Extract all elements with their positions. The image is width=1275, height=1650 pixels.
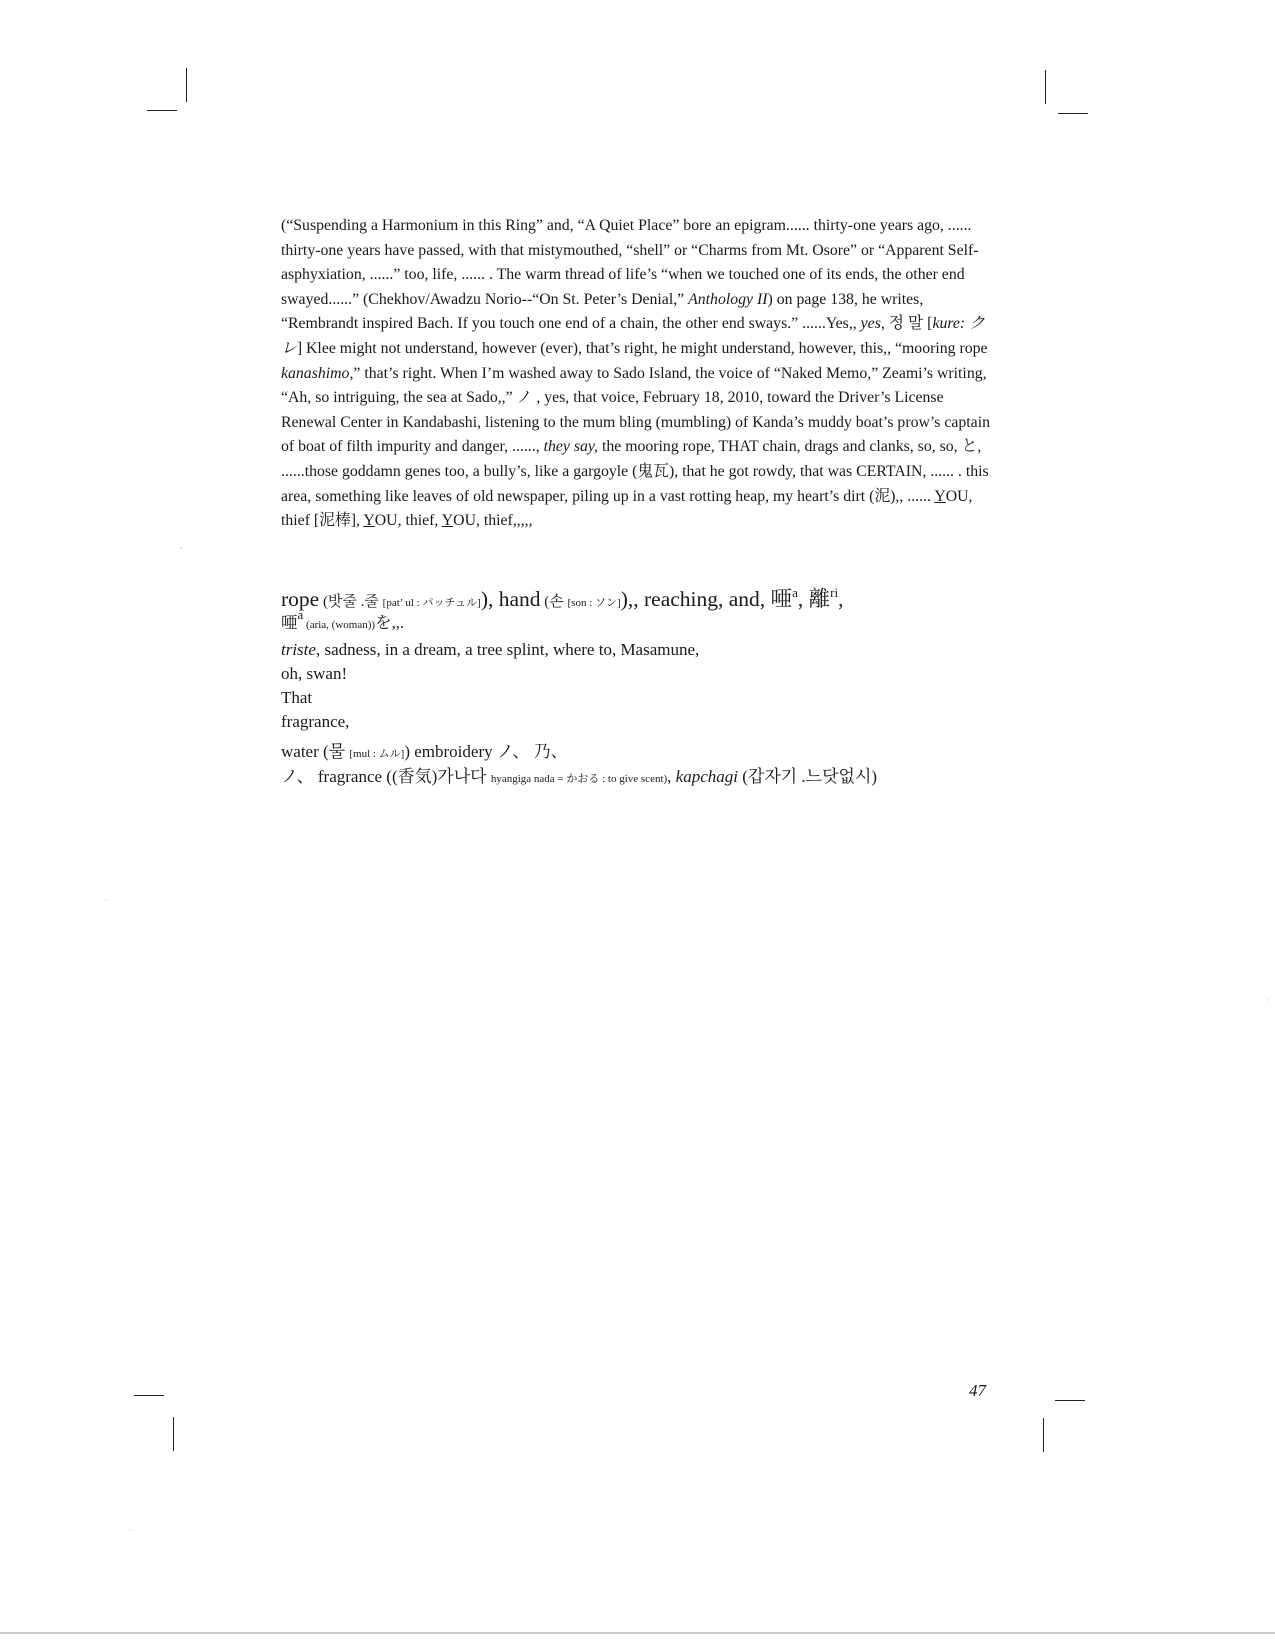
scan-speck (180, 547, 182, 549)
prose-segment: OU, thief [泥棒], (281, 487, 973, 530)
underlined-y: Y (363, 512, 375, 530)
verse-word: , 離 (797, 587, 831, 611)
verse-text: ) embroidery ノ、 乃、 (404, 742, 568, 761)
they-say-italic: they say, (543, 438, 598, 456)
scan-speck (1267, 999, 1268, 1000)
superscript: a (297, 607, 304, 622)
anthology-title: Anthology II (688, 290, 768, 308)
pronunciation-gloss: [son : ソン] (567, 597, 621, 609)
verse-text: water (물 (281, 742, 350, 761)
prose-segment: OU, thief, (374, 512, 442, 530)
verse-word: hand (493, 587, 541, 611)
verse-word: , (838, 587, 844, 611)
verse-word: ), (480, 587, 494, 611)
verse-word: ),, reaching, and, 唖 (620, 587, 793, 611)
prose-segment: ) on page 138, he writes, “Rembrandt inspired Bach. If you touch one end of a chain, the other end sways.” ......Yes,, (281, 290, 924, 333)
scan-speck (129, 1529, 130, 1530)
hangul-gloss: (밧줄 .줄 (319, 594, 383, 610)
pronunciation-gloss: [pat’ ul : パッチュル] (382, 597, 481, 609)
verse-text: , (667, 767, 676, 786)
superscript: a (792, 585, 798, 600)
prose-segment: OU, thief,,,,, (453, 512, 533, 530)
verse-line-2: oh, swan! (281, 664, 348, 683)
scan-speck (105, 899, 106, 900)
superscript: ri (830, 585, 839, 600)
verse-text: (갑자기 .느닷없시) (738, 767, 878, 786)
scan-bottom-edge (0, 1632, 1275, 1634)
underlined-y: Y (934, 487, 946, 505)
verse-word: rope (281, 587, 320, 611)
kure-gloss: kure: ク レ (281, 315, 985, 357)
verse-text: sadness, in a dream, a tree splint, where to, Masamune, (320, 640, 700, 659)
prose-segment: the mooring rope, THAT chain, drags and clanks, so, so, と, ......those goddamn genes too, a bully’s, like a gargoyle (鬼瓦), that he got rowdy, that was CERTAIN, ...... . this area, something like leaves of old newspaper, piling up in a vast rotting heap, my heart’s dirt (泥),, ...... (281, 438, 989, 505)
triste-italic: triste, (281, 640, 321, 659)
underlined-y: Y (441, 512, 454, 530)
pronunciation-gloss: hyangiga nada = かおる : to give scent) (490, 773, 668, 785)
verse-line-3: That (281, 688, 313, 707)
page-number: 47 (969, 1381, 986, 1400)
aria-char: 唖 (281, 613, 298, 632)
verse-line-4: fragrance, (281, 712, 350, 731)
kapchagi-italic: kapchagi (675, 767, 738, 786)
verse-word: を,,. (375, 613, 404, 632)
prose-segment: ] Klee might not understand, however (ever), that’s right, he might understand, however, this,, “mooring rope (296, 339, 988, 357)
hangul-gloss: (손 (540, 594, 568, 610)
prose-segment: ” that’s right. When I’m washed away to Sado Island, the voice of “Naked Memo,” Zeami’s writing, “Ah, so intriguing, the sea at Sado,,” ノ , yes, that voice, February 18, 2010, toward the Driver’s License Renewal Center in Kandabashi, listening to the mum bling (mumbling) of Kanda’s muddy boat’s prow’s captain of boat of filth impurity and danger, ......, (281, 364, 990, 456)
italic-yes: yes, (860, 315, 885, 333)
verse-text: ノ、 fragrance ((香気)가나다 (281, 767, 491, 786)
prose-segment: 정 말 [ (884, 315, 933, 333)
kanashimo-term: kanashimo, (281, 364, 354, 382)
aria-gloss: (aria, (woman)) (303, 619, 376, 631)
pronunciation-gloss: [mul : ムル] (349, 748, 405, 760)
prose-segment: (“Suspending a Harmonium in this Ring” and, “A Quiet Place” bore an epigram...... thirty-one years ago, ...... thirty-one years have passed, with that mistymouthed, “shell” or “Charms from Mt. Osore” or “Apparent Self-asphyxiation, ......” too, life, ...... . The warm thread of life’s “when we touched one of its ends, the other end swayed......” (Chekhov/Awadzu Norio--“On St. Peter’s Denial,” (281, 217, 979, 308)
